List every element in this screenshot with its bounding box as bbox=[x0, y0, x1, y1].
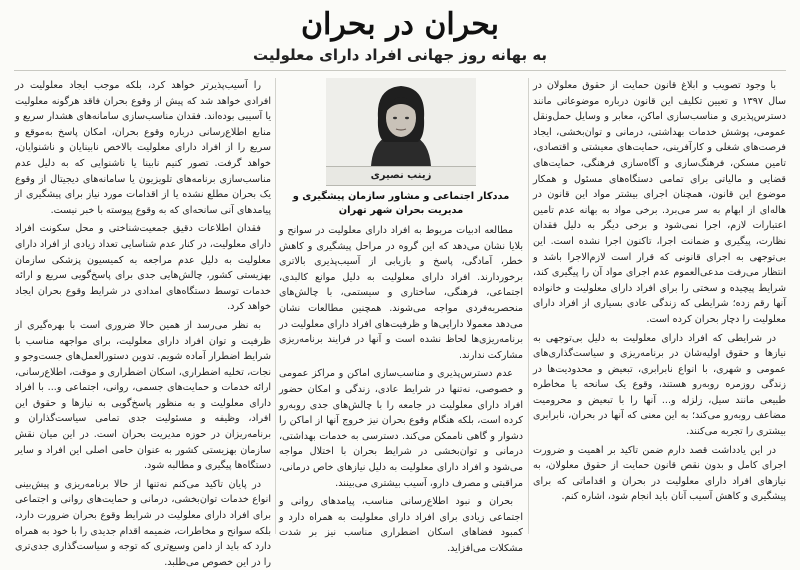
article-subtitle: به بهانه روز جهانی افراد دارای معلولیت bbox=[252, 46, 548, 64]
paragraph: با وجود تصویب و ابلاغ قانون حمایت از حقوق معلولان در سال ۱۳۹۷ و تعیین تکلیف این قانون درباره موضوعاتی مانند دسترس‌پذیری و مناسب‌سازی اماکن، معابر و وسایل حمل‌ونقل عمومی، پوشش خدمات بهداشتی، درمانی و توان‌بخشی، ایجاد فرصت‌های شغلی و کارآفرینی، حمایت‌های معیشتی و اقتصادی، تامین مسکن، فرهنگ‌سازی و آگاه‌سازی فرهنگی، حمایت‌های قضایی و مالیاتی برای تمامی دستگاه‌های مسئول و همکار موضوع این قانون، همچنان اجرای بیشتر مواد این قانون در هاله‌ای از ابهام به سر می‌برد. برخی مواد به بهانه عدم تامین اعتبارات لازم، اجرا نمی‌شود و برخی دیگر به دلیل فقدان نظارت، پیگیری و ضمانت اجرا، تاکنون اجرا نشده است. این بی‌توجهی به اجرای قانونی که قرار است لازم‌الاجرا باشد و انتظار می‌رفت مدعی‌العموم عدم اجرای مواد آن را پیگیری کند، شرایط پیچیده و سختی را برای افراد دارای معلولیت و خانواده آنها رقم زده؛ شرایطی که زندگی عادی بسیاری از افراد دارای معلولیت را دچار بحران کرده است. bbox=[533, 80, 786, 325]
author-title: مددکار اجتماعی و مشاور سازمان پیشگیری و مدیریت بحران شهر تهران bbox=[292, 191, 510, 216]
paragraph: را آسیب‌پذیرتر خواهد کرد، بلکه موجب ایجاد معلولیت در افرادی خواهد شد که پیش از وقوع بحران فاقد هرگونه معلولیت یا آسیبی بوده‌اند. فقدان مناسب‌سازی سامانه‌های هشدار سریع و منابع اطلاع‌رسانی درباره وقوع بحران، امکان پاسخ به‌موقع و سریع را از افراد دارای معلولیت بالاخص نابینایان و ناشنوایان، خواهد گرفت. تصور کنیم نابینا یا ناشنوایی که به دلیل عدم مناسب‌سازی برنامه‌های تلویزیون یا سامانه‌های دیجیتال از وقوع یک بحران مطلع نشده یا از اقدامات مورد نیاز برای پیشگیری از پیامدهای آنی سانحه‌ای که به وقوع پیوسته با خبر نیست. bbox=[15, 80, 271, 216]
article-title: بحران در بحران bbox=[300, 7, 499, 42]
author-portrait-image bbox=[326, 78, 476, 166]
author-name: زینب نصیری bbox=[326, 166, 476, 186]
paragraph: عدم دسترس‌پذیری و مناسب‌سازی اماکن و مراکز عمومی و خصوصی، نه‌تنها در شرایط عادی، زندگی و امکان حضور افراد دارای معلولیت در جامعه را با چالش‌های جدی روبه‌رو کرده است، بلکه هنگام وقوع بحران نیز خروج آنها از اماکن را دشوار و گاهی ناممکن می‌کند. دسترسی به خدمات بهداشتی، درمانی و توان‌بخشی در شرایط بحران با اختلال مواجه می‌شود و افراد دارای معلولیت به دلیل نیازهای خاص درمانی، مراقبتی و مصرف دارو، آسیب بیشتری می‌بینند. bbox=[279, 368, 523, 489]
paragraph: به نظر می‌رسد از همین حالا ضروری است با بهره‌گیری از ظرفیت و توان افراد دارای معلولیت، برای مواجهه مناسب با شرایط اضطرار آماده شویم. تدوین دستورالعمل‌های جست‌وجو و نجات، تخلیه اضطراری، اسکان اضطراری و موقت، اطلاع‌رسانی، ارائه خدمات و حمایت‌های جسمی، روانی، اجتماعی و... با افراد دارای معلولیت و به منظور پاسخ‌گویی به نیازها و حقوق این افراد، وظیفه و مسئولیت جدی تمامی سیاست‌گذاران و برنامه‌ریزان در حوزه مدیریت بحران است. در این میان نقش سازمان بهزیستی کشور به عنوان حامی اصلی این افراد و سایر دستگاه‌ها پیگیری و مطالبه شود. bbox=[15, 319, 271, 472]
column-middle bbox=[279, 76, 523, 554]
column-divider bbox=[528, 78, 529, 534]
paragraph: در این یادداشت قصد دارم ضمن تاکید بر اهمیت و ضرورت اجرای کامل و بدون نقص قانون حمایت از حقوق معلولان، به نیازهای افراد دارای معلولیت در بحران و اقداماتی که برای پیشگیری و کاهش آسیب آنان باید انجام شود، اشاره کنم. bbox=[533, 444, 786, 503]
column-left bbox=[15, 78, 271, 568]
header-divider bbox=[14, 70, 786, 71]
column-divider bbox=[275, 78, 276, 534]
paragraph: بحران و نبود اطلاع‌رسانی مناسب، پیامدهای روانی و اجتماعی زیادی برای افراد دارای معلولیت به همراه دارد و کمبود فضاهای اسکان اضطراری مناسب نیز بر شدت مشکلات می‌افزاید. bbox=[279, 496, 523, 554]
paragraph: مطالعه ادبیات مربوط به افراد دارای معلولیت در سوانح و بلایا نشان می‌دهد که این گروه در مراحل پیشگیری و کاهش خطر، آمادگی، پاسخ و بازیابی از آسیب‌پذیری بالاتری برخوردارند. افراد دارای معلولیت به دلیل موانع کالبدی، اجتماعی، فرهنگی، ساختاری و سیستمی، با چالش‌های منحصربه‌فردی مواجه می‌شوند. همچنین مطالعات نشان می‌دهد معمولا دارایی‌ها و ظرفیت‌های افراد دارای معلولیت در برنامه‌ریزی‌ها لحاظ نشده است و آنها در فرایند برنامه‌ریزی مشارکت ندارند. bbox=[279, 225, 523, 361]
paragraph: در شرایطی که افراد دارای معلولیت به دلیل بی‌توجهی به نیازها و حقوق اولیه‌شان در برنامه‌ریزی و سیاست‌گذاری‌های عمومی و شهری، با انواع نابرابری، تبعیض و محدودیت‌ها در زندگی روزمره روبه‌رو هستند، وقوع یک سانحه یا مخاطره طبیعی مانند سیل، زلزله و... آنها را با تبعیض و محرومیت مضاعف روبه‌رو می‌کند؛ به این معنی که آنها در بحران، نابرابری بیشتری را تجربه می‌کنند. bbox=[533, 332, 786, 438]
column-right bbox=[533, 78, 786, 536]
paragraph: فقدان اطلاعات دقیق جمعیت‌شناختی و محل سکونت افراد دارای معلولیت، در کنار عدم شناسایی تعداد زیادی از افراد دارای معلولیت به دلیل عدم مراجعه به کمیسیون پزشکی سازمان بهزیستی کشور، چالش‌هایی جدی برای پاسخ‌گویی سریع و ارائه خدمات توسط دستگاه‌های امدادی در شرایط وقوع بحران ایجاد خواهد کرد. bbox=[15, 223, 271, 313]
paragraph: در پایان تاکید می‌کنم نه‌تنها از حالا برنامه‌ریزی و پیش‌بینی انواع خدمات توان‌بخشی، درمانی و حمایت‌های روانی و اجتماعی برای افراد دارای معلولیت در شرایط وقوع بحران ضرورت دارد، بلکه سوانح و مخاطرات، ضمیمه اقدام جدیدی را با خود به همراه دارد که باید از دامن وسیع‌تری که توجه و سیاست‌گذاری جدی‌تری را در این خصوص می‌طلبد. bbox=[15, 478, 271, 568]
author-photo bbox=[326, 78, 476, 166]
